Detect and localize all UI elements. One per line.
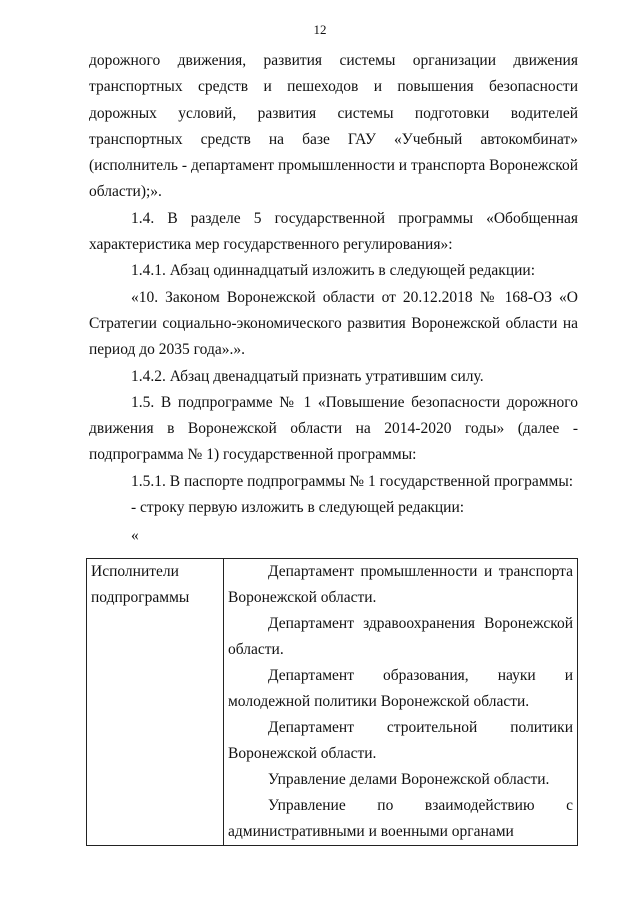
page-number: 12: [313, 22, 327, 37]
passport-table: [86, 558, 578, 846]
table-label-cell: Исполнители подпрограммы: [87, 558, 224, 845]
document-body: [89, 48, 578, 846]
table-value-cell: [224, 558, 578, 845]
paragraph-continuation: дорожного движения, развития системы организации движения транспортных средств и пешеходов и повышения безопасности дорожных условий, развития системы подготовки водителей транспортных средств на базе ГАУ «Учебный автокомбинат» (исполнитель - департамент промышленности и транспорта Воронежской области);».: [89, 52, 578, 201]
executor-item: Департамент строительной политики Воронежской области.: [228, 718, 573, 762]
executor-item: Управление по взаимодействию с административными и военными органами: [228, 796, 573, 840]
executor-item: Департамент промышленности и транспорта Воронежской области.: [228, 562, 573, 606]
paragraph-1-5: 1.5. В подпрограмме № 1 «Повышение безопасности дорожного движения в Воронежской области на 2014-2020 годы» (далее - подпрограмма № 1) государственной программы:: [89, 393, 578, 464]
paragraph-quote-law: «10. Законом Воронежской области от 20.12.2018 № 168-ОЗ «О Стратегии социально-экономического развития Воронежской области на период до 2035 года».».: [89, 288, 578, 359]
table-row: [87, 558, 578, 845]
paragraph-1-4-1: 1.4.1. Абзац одиннадцатый изложить в следующей редакции:: [131, 262, 536, 280]
paragraph-first-row: - строку первую изложить в следующей редакции:: [131, 499, 465, 517]
paragraph-1-4: 1.4. В разделе 5 государственной программы «Обобщенная характеристика мер государственного регулирования»:: [89, 209, 578, 254]
executor-item: Департамент образования, науки и молодежной политики Воронежской области.: [228, 666, 573, 710]
paragraph-1-4-2: 1.4.2. Абзац двенадцатый признать утратившим силу.: [131, 367, 484, 385]
opening-quote: «: [131, 527, 139, 545]
executor-item: Управление делами Воронежской области.: [268, 770, 550, 788]
paragraph-1-5-1: 1.5.1. В паспорте подпрограммы № 1 государственной программы:: [131, 472, 574, 490]
executor-item: Департамент здравоохранения Воронежской области.: [228, 614, 573, 658]
